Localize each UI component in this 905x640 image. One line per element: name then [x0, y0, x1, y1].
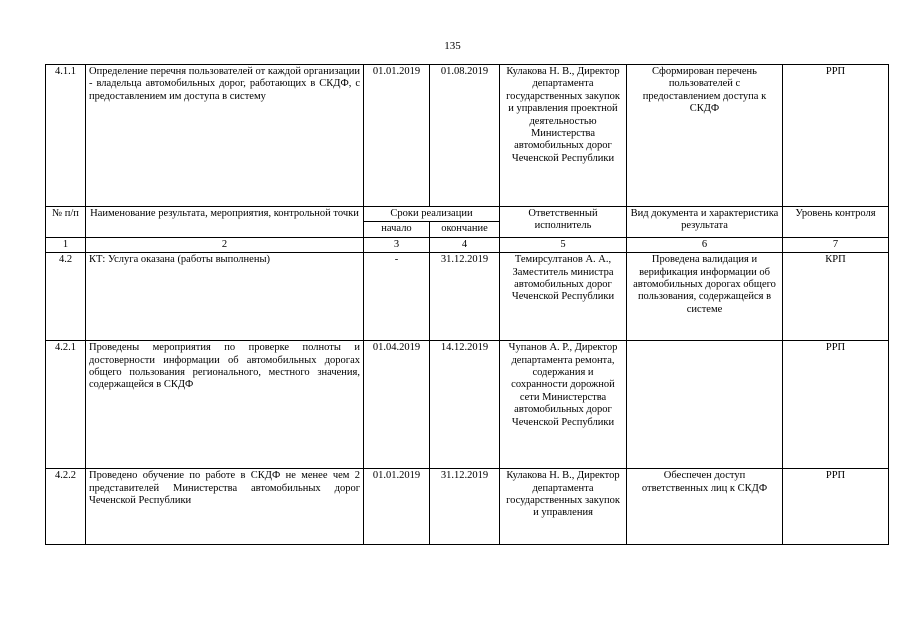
row-control-level: РРП — [783, 341, 889, 469]
header-control-level: Уровень контроля — [783, 207, 889, 238]
header-responsible: Ответственный исполнитель — [500, 207, 627, 238]
header-index: 6 — [627, 237, 783, 252]
row-end-date: 14.12.2019 — [430, 341, 500, 469]
header-index: 4 — [430, 237, 500, 252]
row-name: Определение перечня пользователей от каждой организации - владельца автомобильных дорог, работающих в СКДФ, с предоставлением им доступа в систему — [86, 65, 364, 207]
row-document: Сформирован перечень пользователей с предоставлением доступа к СКДФ — [627, 65, 783, 207]
row-start-date: 01.01.2019 — [364, 469, 430, 545]
row-start-date: 01.04.2019 — [364, 341, 430, 469]
page-number: 135 — [444, 40, 461, 52]
header-index: 1 — [46, 237, 86, 252]
row-number: 4.1.1 — [46, 65, 86, 207]
row-control-level: КРП — [783, 253, 889, 341]
row-document — [627, 341, 783, 469]
row-start-date: 01.01.2019 — [364, 65, 430, 207]
row-end-date: 31.12.2019 — [430, 253, 500, 341]
row-start-date: - — [364, 253, 430, 341]
header-name: Наименование результата, мероприятия, контрольной точки — [86, 207, 364, 238]
table-row — [46, 341, 889, 469]
header-dates: Сроки реализации — [364, 207, 500, 222]
row-responsible: Чупанов А. Р., Директор департамента ремонта, содержания и сохранности дорожной сети Министерства автомобильных дорог Чеченской Республики — [500, 341, 627, 469]
header-index: 2 — [86, 237, 364, 252]
table-header-row — [46, 207, 889, 222]
row-document: Проведена валидация и верификация информации об автомобильных дорогах общего пользования, содержащейся в системе — [627, 253, 783, 341]
header-start: начало — [364, 222, 430, 237]
row-control-level: РРП — [783, 469, 889, 545]
row-number: 4.2 — [46, 253, 86, 341]
row-control-level: РРП — [783, 65, 889, 207]
row-responsible: Темирсултанов А. А., Заместитель министра автомобильных дорог Чеченской Республики — [500, 253, 627, 341]
row-name: Проведены мероприятия по проверке полноты и достоверности информации об автомобильных дорогах общего пользования регионального, местного значения, содержащейся в СКДФ — [86, 341, 364, 469]
row-end-date: 31.12.2019 — [430, 469, 500, 545]
row-end-date: 01.08.2019 — [430, 65, 500, 207]
header-num: № п/п — [46, 207, 86, 238]
header-index: 5 — [500, 237, 627, 252]
table-index-row — [46, 237, 889, 252]
row-responsible: Кулакова Н. В., Директор департамента государственных закупок и управления проектной деятельностью Министерства автомобильных дорог Чеченской Республики — [500, 65, 627, 207]
row-responsible: Кулакова Н. В., Директор департамента государственных закупок и управления — [500, 469, 627, 545]
row-document: Обеспечен доступ ответственных лиц к СКДФ — [627, 469, 783, 545]
row-number: 4.2.1 — [46, 341, 86, 469]
header-document: Вид документа и характеристика результата — [627, 207, 783, 238]
table-row — [46, 469, 889, 545]
header-index: 3 — [364, 237, 430, 252]
header-end: окончание — [430, 222, 500, 237]
row-name: КТ: Услуга оказана (работы выполнены) — [86, 253, 364, 341]
row-name: Проведено обучение по работе в СКДФ не менее чем 2 представителей Министерства автомобильных дорог Чеченской Республики — [86, 469, 364, 545]
table-row — [46, 65, 889, 207]
plan-table — [45, 64, 889, 545]
row-number: 4.2.2 — [46, 469, 86, 545]
header-index: 7 — [783, 237, 889, 252]
table-row — [46, 253, 889, 341]
